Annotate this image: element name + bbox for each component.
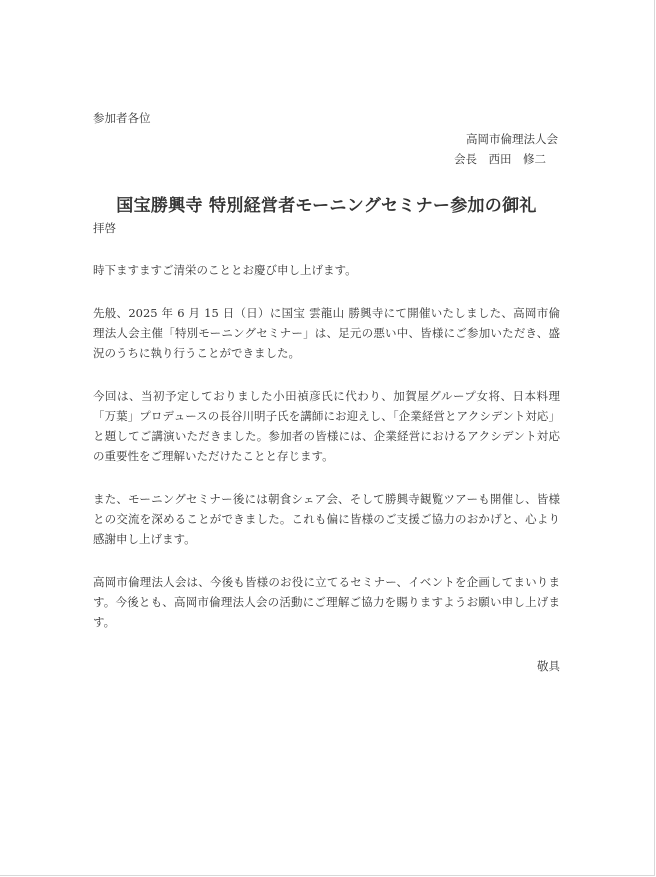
- paragraph-lecture: 今回は、当初予定しておりました小田禎彦氏に代わり、加賀屋グループ女将、日本料理「万葉」プロデュースの長谷川明子氏を講師にお迎えし、「企業経営とアクシデント対応」と題してご講演いただきました。参加者の皆様には、企業経営におけるアクシデント対応の重要性をご理解いただけたことと存じます。: [93, 389, 560, 463]
- addressee: 参加者各位: [93, 111, 151, 125]
- closing-phrase: 敬具: [537, 659, 560, 673]
- paragraph-seasonal-greeting: 時下ますますご清栄のこととお慶び申し上げます。: [93, 263, 357, 277]
- opening-greeting: 拝啓: [93, 221, 116, 235]
- sender-organization: 高岡市倫理法人会: [466, 132, 558, 146]
- sender-person: 会長 西田 修二: [454, 152, 546, 166]
- sender-block: [93, 129, 560, 169]
- document-body: [93, 108, 560, 676]
- page-title: 国宝勝興寺 特別経営者モーニングセミナー参加の御礼: [116, 196, 537, 216]
- paragraph-exchange: また、モーニングセミナー後には朝食シェア会、そして勝興寺観覧ツアーも開催し、皆様との交流を深めることができました。これも偏に皆様のご支援ご協力のおかげと、心より感謝申し上げます。: [93, 492, 560, 546]
- paragraph-future: 高岡市倫理法人会は、今後も皆様のお役に立てるセミナー、イベントを企画してまいります。今後とも、高岡市倫理法人会の活動にご理解ご協力を賜りますようお願い申し上げます。: [93, 575, 560, 629]
- paragraph-event-report: 先般、2025 年 6 月 15 日（日）に国宝 雲龍山 勝興寺にて開催いたしました、高岡市倫理法人会主催「特別モーニングセミナー」は、足元の悪い中、皆様にご参加いただき、盛況のうちに執り行うことができました。: [93, 306, 560, 360]
